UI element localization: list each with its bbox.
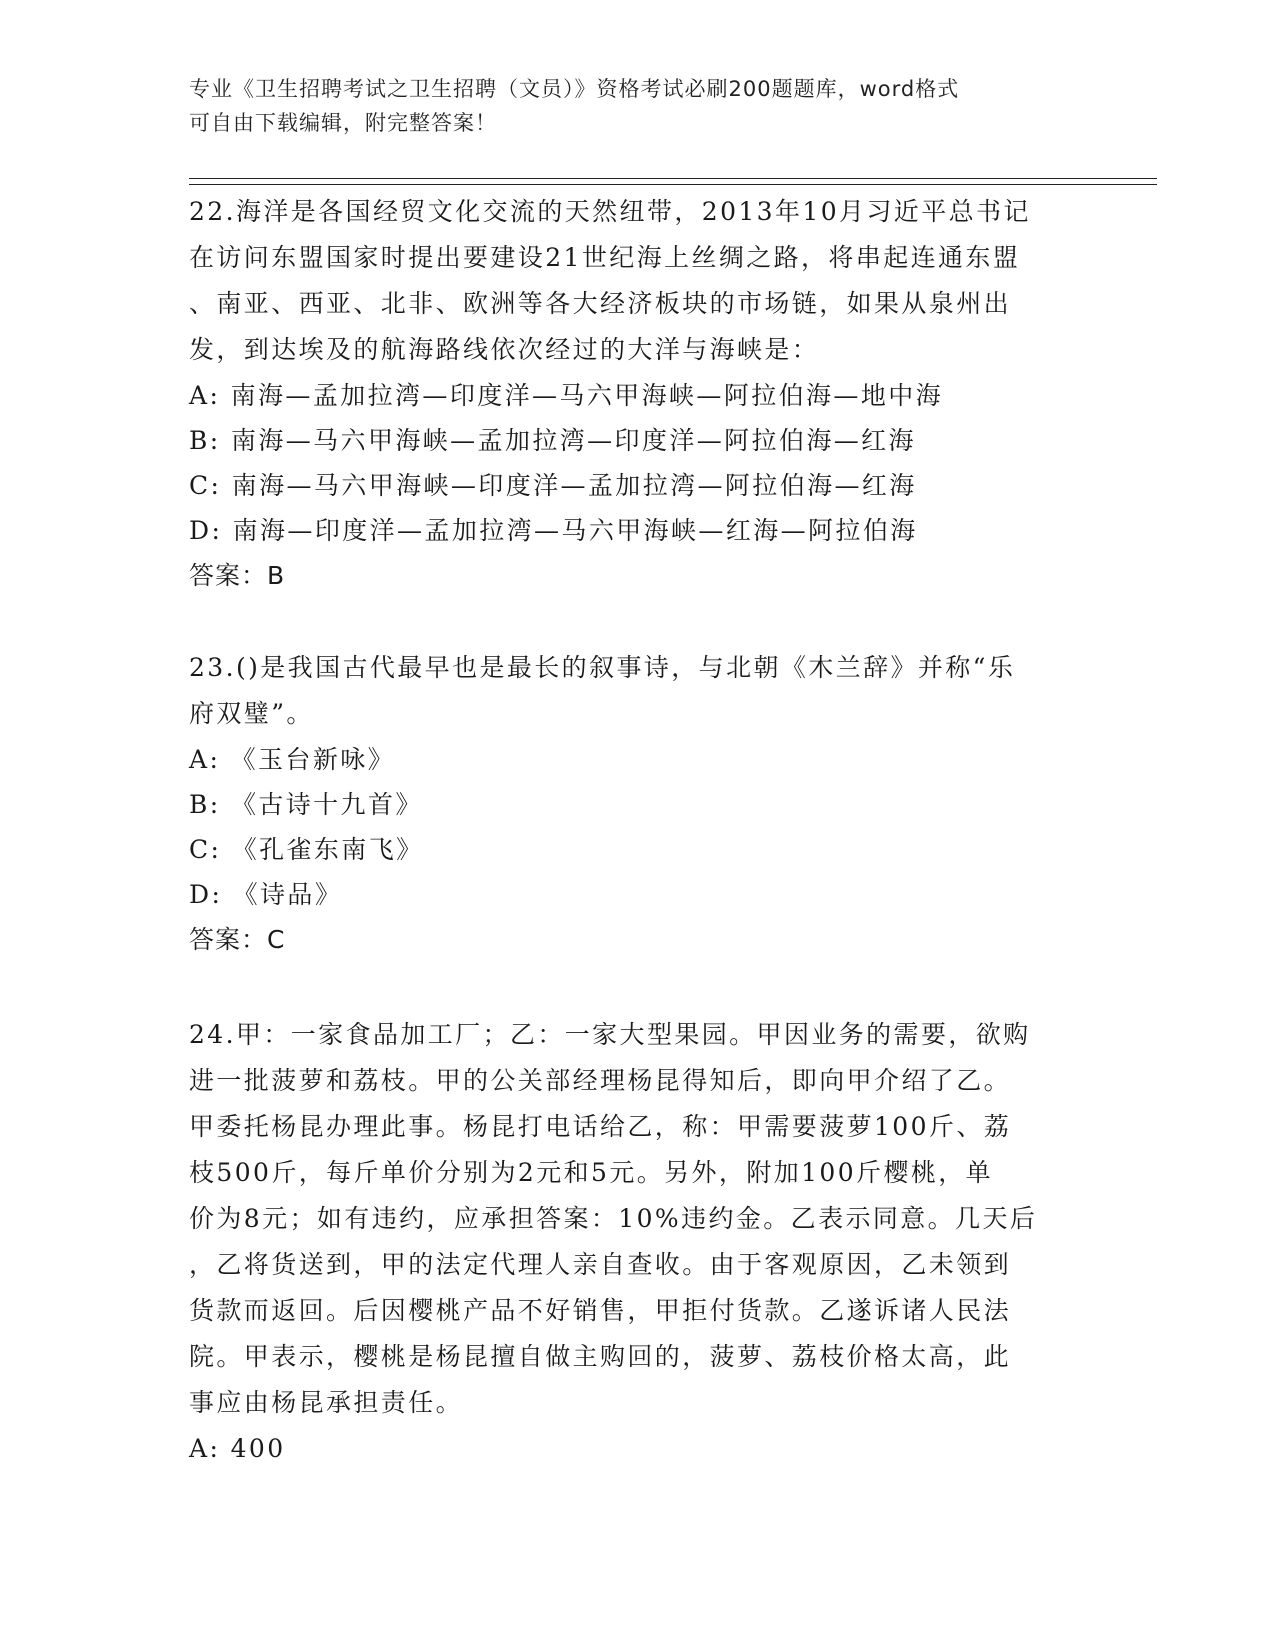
answer-line: 答案：B [189,561,286,590]
question-text-line: 23.()是我国古代最早也是最长的叙事诗，与北朝《木兰辞》并称“乐 [189,653,1016,682]
question-text-line: 货款而返回。后因樱桃产品不好销售，甲拒付货款。乙遂诉诸人民法 [189,1296,1012,1325]
page-header [189,72,1089,140]
question-text-line: 24.甲：一家食品加工厂；乙：一家大型果园。甲因业务的需要，欲购 [189,1020,1031,1049]
option-a: A: 《玉台新咏》 [189,745,396,774]
question-text-line: ，乙将货送到，甲的法定代理人亲自查收。由于客观原因，乙未领到 [189,1250,1012,1279]
option-a: A: 400 [189,1434,286,1463]
answer-line: 答案：C [189,925,286,954]
option-b: B: 南海—马六甲海峡—孟加拉湾—印度洋—阿拉伯海—红海 [189,426,916,455]
option-a: A: 南海—孟加拉湾—印度洋—马六甲海峡—阿拉伯海—地中海 [189,381,944,410]
option-c: C: 《孔雀东南飞》 [189,835,424,864]
question-text-line: 府双璧”。 [189,699,314,728]
question-text-line: 院。甲表示，樱桃是杨昆擅自做主购回的，菠萝、荔枝价格太高，此 [189,1342,1012,1371]
question-text-line: 枝500斤，每斤单价分别为2元和5元。另外，附加100斤樱桃，单 [189,1158,994,1187]
option-c: C: 南海—马六甲海峡—印度洋—孟加拉湾—阿拉伯海—红海 [189,471,917,500]
header-line-1: 专业《卫生招聘考试之卫生招聘（文员）》资格考试必刷200题题库，word格式 [189,77,960,101]
header-divider-top [189,178,1157,179]
question-text-line: 进一批菠萝和荔枝。甲的公关部经理杨昆得知后，即向甲介绍了乙。 [189,1066,1012,1095]
question-text-line: 在访问东盟国家时提出要建设21世纪海上丝绸之路，将串起连通东盟 [189,243,1021,272]
option-b: B: 《古诗十九首》 [189,790,423,819]
question-text-line: 22.海洋是各国经贸文化交流的天然纽带，2013年10月习近平总书记 [189,197,1031,226]
header-divider-bottom [189,184,1157,185]
question-24 [189,1012,1089,1471]
question-text-line: 甲委托杨昆办理此事。杨昆打电话给乙，称：甲需要菠萝100斤、荔 [189,1112,1012,1141]
header-line-2: 可自由下载编辑，附完整答案！ [189,111,497,135]
question-23 [189,645,1089,963]
question-text-line: 发，到达埃及的航海路线依次经过的大洋与海峡是： [189,335,820,364]
question-text-line: 价为8元；如有违约，应承担答案：10%违约金。乙表示同意。几天后 [189,1204,1038,1233]
question-text-line: 、南亚、西亚、北非、欧洲等各大经济板块的市场链，如果从泉州出 [189,289,1012,318]
option-d: D: 南海—印度洋—孟加拉湾—马六甲海峡—红海—阿拉伯海 [189,516,918,545]
question-text-line: 事应由杨昆承担责任。 [189,1388,464,1417]
question-22 [189,189,1089,599]
option-d: D: 《诗品》 [189,880,343,909]
